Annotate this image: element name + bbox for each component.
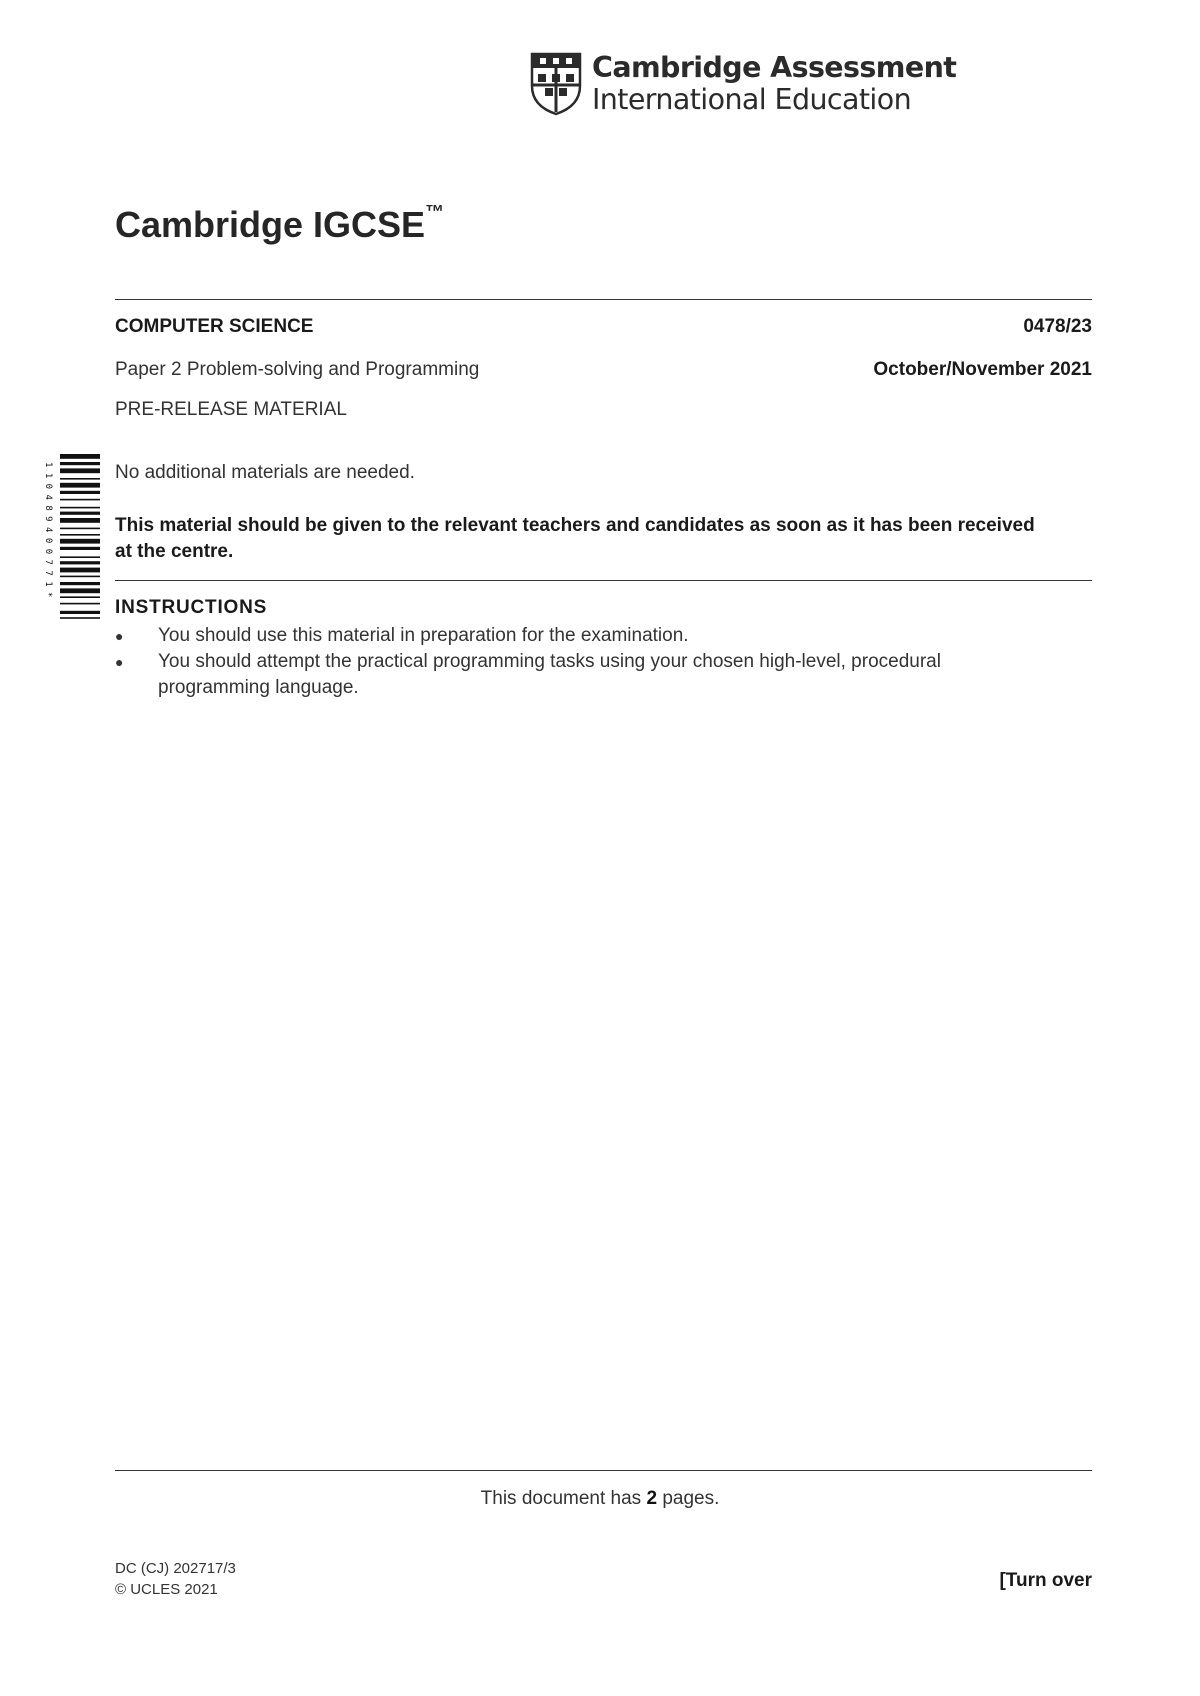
top-divider — [115, 299, 1092, 300]
barcode-bar — [60, 596, 100, 598]
barcode-bar — [60, 556, 100, 558]
barcode-bar — [60, 499, 100, 501]
instructions-heading: INSTRUCTIONS — [115, 597, 268, 618]
barcode-bar — [60, 468, 100, 473]
page-title — [115, 204, 444, 246]
barcode-bar — [60, 512, 100, 515]
instruction-text: You should attempt the practical programming tasks using your chosen high-level, procedural programming language. — [158, 651, 941, 698]
bullet-icon: ● — [115, 628, 124, 644]
barcode-icon — [42, 452, 100, 684]
barcode-bar — [60, 547, 100, 550]
instructions-divider — [115, 580, 1092, 581]
paper-code: 0478/23 — [1023, 316, 1092, 337]
reference-code: DC (CJ) 202717/3 — [115, 1560, 236, 1577]
list-item — [115, 649, 1055, 701]
barcode-bar — [60, 611, 100, 614]
pages-count: 2 — [646, 1488, 658, 1509]
shield-crest-icon — [530, 52, 582, 116]
instructions-list — [115, 623, 1055, 701]
barcode-bar — [60, 568, 100, 573]
barcode-bar — [60, 454, 100, 459]
barcode-bar — [60, 528, 100, 530]
footer-divider — [115, 1470, 1092, 1471]
pages-suffix: pages. — [662, 1488, 720, 1509]
barcode-bar — [60, 483, 100, 488]
list-item — [115, 623, 1055, 649]
trademark-mark: ™ — [425, 202, 445, 223]
barcode-bar — [60, 539, 100, 544]
cambridge-logo — [530, 52, 956, 116]
barcode-bar — [60, 588, 100, 593]
barcode-bar — [60, 491, 100, 494]
materials-note: No additional materials are needed. — [115, 462, 415, 483]
bullet-icon: ● — [115, 654, 124, 670]
title-text: Cambridge IGCSE — [115, 204, 426, 245]
barcode-bar — [60, 478, 100, 480]
barcode-digits: 1 1 0 4 8 9 4 0 0 7 7 1 * — [43, 462, 53, 598]
paper-name: Paper 2 Problem-solving and Programming — [115, 359, 480, 380]
subject-label: COMPUTER SCIENCE — [115, 316, 314, 337]
copyright: © UCLES 2021 — [115, 1581, 218, 1598]
turn-over-label: [Turn over — [999, 1570, 1092, 1591]
barcode-bar — [60, 534, 100, 536]
barcode-bar — [60, 603, 100, 605]
exam-session: October/November 2021 — [873, 359, 1092, 380]
barcode-bar — [60, 582, 100, 585]
barcode-bar — [60, 518, 100, 523]
barcode-bar — [60, 462, 100, 465]
barcode-bar — [60, 507, 100, 509]
prerelease-label: PRE-RELEASE MATERIAL — [115, 399, 347, 420]
barcode-bar — [60, 561, 100, 564]
document-reference — [115, 1558, 236, 1600]
instruction-text: You should use this material in preparation for the examination. — [158, 625, 689, 646]
pages-prefix: This document has — [480, 1488, 642, 1509]
logo-line-1: Cambridge Assessment — [592, 51, 957, 84]
barcode-bar — [60, 617, 100, 619]
distribution-notice: This material should be given to the relevant teachers and candidates as soon as it has been received at the centre. — [115, 515, 1035, 562]
barcode-bar — [60, 576, 100, 578]
logo-line-2: International Education — [592, 83, 912, 116]
page-count-note — [0, 1488, 1200, 1510]
